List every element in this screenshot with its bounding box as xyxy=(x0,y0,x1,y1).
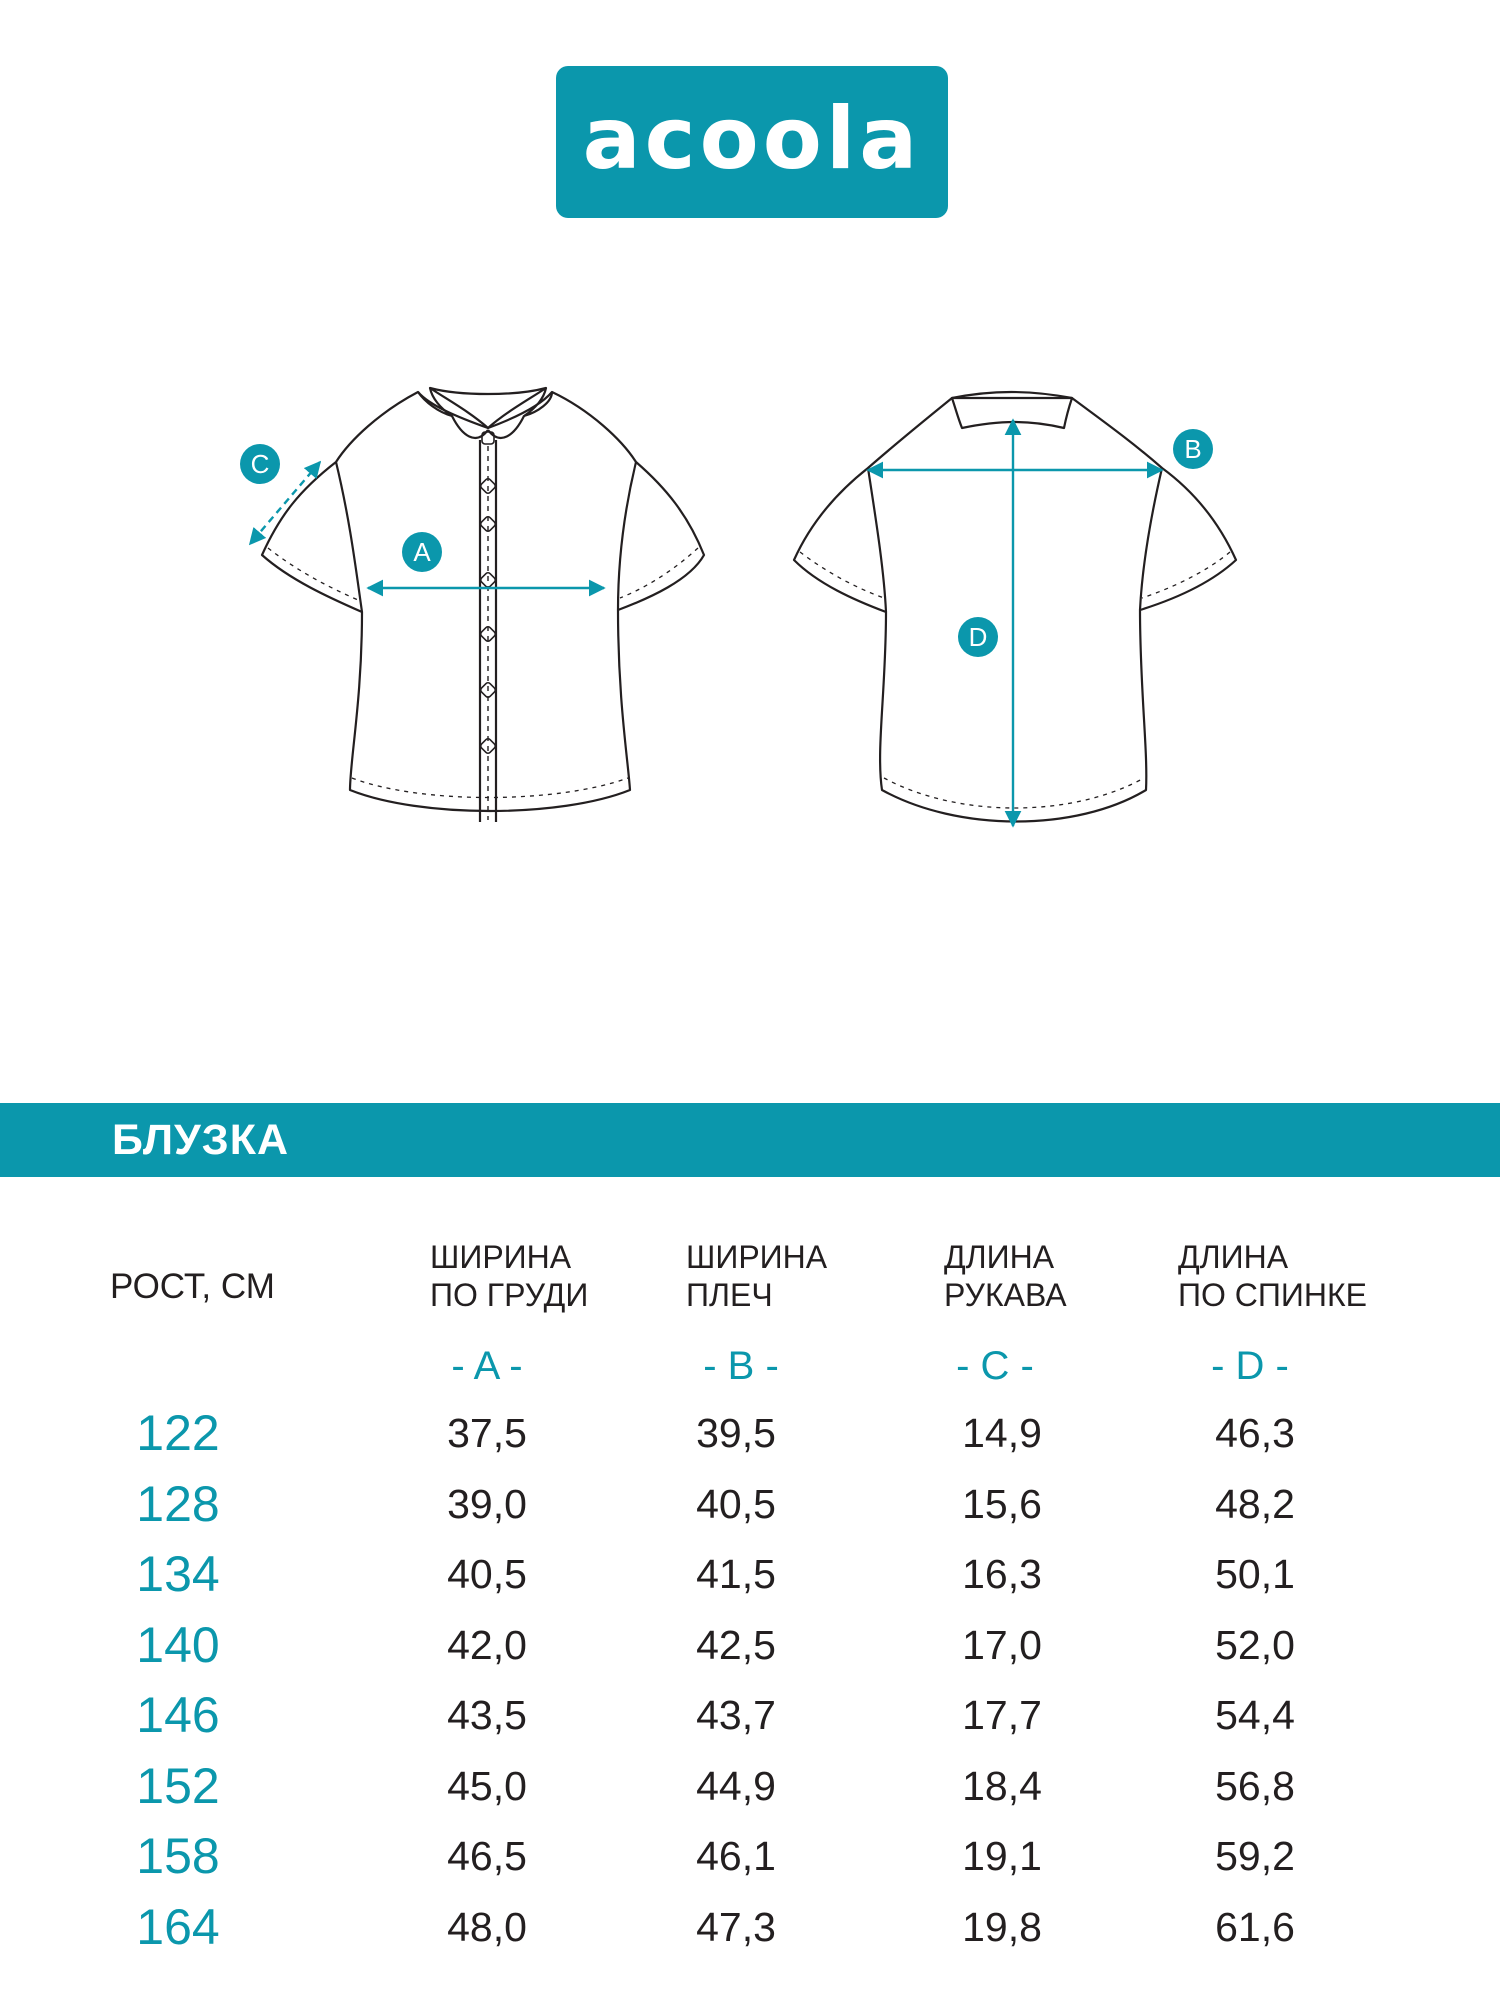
garment-diagram xyxy=(0,0,1500,900)
measurement-value: 15,6 xyxy=(962,1480,1042,1527)
measurement-value: 41,5 xyxy=(696,1551,776,1597)
column-header-line1: ШИРИНА xyxy=(430,1239,572,1275)
label-badge-c xyxy=(240,444,280,484)
column-header-line2: ПО СПИНКЕ xyxy=(1178,1277,1367,1313)
measurement-value: 40,5 xyxy=(696,1480,776,1527)
measurement-value: 59,2 xyxy=(1215,1833,1295,1879)
measurement-value: 17,0 xyxy=(962,1621,1042,1668)
measurement-value: 43,5 xyxy=(447,1692,527,1738)
column-header-line2: ПО ГРУДИ xyxy=(430,1277,589,1313)
brand-logo-text: acoola xyxy=(582,89,922,189)
column-header-line1: ДЛИНА xyxy=(944,1239,1055,1275)
size-value: 152 xyxy=(136,1757,220,1814)
measurement-value: 46,3 xyxy=(1215,1410,1295,1456)
shirt-front-view xyxy=(262,388,704,822)
measurement-value: 18,4 xyxy=(962,1762,1042,1809)
measurement-value: 46,5 xyxy=(447,1833,527,1879)
measurement-value: 39,5 xyxy=(696,1410,776,1456)
measurement-value: 50,1 xyxy=(1215,1551,1295,1597)
label-b-text: B xyxy=(1184,434,1202,464)
measurement-value: 14,9 xyxy=(962,1410,1042,1456)
measurement-value: 48,0 xyxy=(447,1903,527,1950)
size-value: 128 xyxy=(136,1475,220,1532)
measurement-value: 46,1 xyxy=(696,1833,776,1879)
measurement-value: 56,8 xyxy=(1215,1762,1295,1809)
measurement-value: 48,2 xyxy=(1215,1480,1295,1527)
column-header-line2: РУКАВА xyxy=(944,1277,1067,1313)
shirt-back-view xyxy=(794,392,1236,822)
label-a-text: A xyxy=(413,537,431,567)
column-header-line1: ДЛИНА xyxy=(1178,1239,1289,1275)
column-letter-a: - A - xyxy=(451,1344,523,1388)
column-header-line1: ШИРИНА xyxy=(686,1239,828,1275)
measurement-value: 39,0 xyxy=(447,1480,527,1527)
column-letter-c: - C - xyxy=(956,1344,1034,1388)
measurement-value: 61,6 xyxy=(1215,1903,1295,1950)
column-letter-b: - B - xyxy=(703,1344,779,1388)
measurement-value: 42,5 xyxy=(696,1621,776,1668)
column-header-sleeve-length xyxy=(944,1238,1067,1314)
column-header-chest-width xyxy=(430,1238,588,1314)
label-badge-a xyxy=(402,532,442,572)
column-header-back-length xyxy=(1178,1238,1367,1314)
measurement-value: 19,8 xyxy=(962,1903,1042,1950)
column-header-shoulder-width xyxy=(686,1238,827,1314)
column-letter-d: - D - xyxy=(1211,1344,1289,1388)
height-column-header: РОСТ, СМ xyxy=(110,1267,275,1306)
column-header-line2: ПЛЕЧ xyxy=(686,1277,773,1313)
measurement-value: 16,3 xyxy=(962,1551,1042,1597)
product-title: БЛУЗКА xyxy=(112,1116,289,1164)
measurement-value: 43,7 xyxy=(696,1692,776,1738)
size-value: 158 xyxy=(136,1828,220,1884)
measurement-value: 47,3 xyxy=(696,1903,776,1950)
size-value: 146 xyxy=(136,1687,220,1743)
measurement-value: 44,9 xyxy=(696,1762,776,1809)
label-badge-d xyxy=(958,617,998,657)
label-badge-b xyxy=(1173,429,1213,469)
measurement-value: 19,1 xyxy=(962,1833,1042,1879)
size-value: 164 xyxy=(136,1898,220,1955)
measurement-value: 45,0 xyxy=(447,1762,527,1809)
measurement-value: 40,5 xyxy=(447,1551,527,1597)
measurement-value: 17,7 xyxy=(962,1692,1042,1738)
label-c-text: C xyxy=(250,449,270,479)
size-value: 140 xyxy=(136,1616,220,1673)
measurement-value: 54,4 xyxy=(1215,1692,1295,1738)
size-value: 122 xyxy=(136,1405,220,1461)
measurement-value: 52,0 xyxy=(1215,1621,1295,1668)
label-d-text: D xyxy=(968,622,988,652)
measurement-value: 37,5 xyxy=(447,1410,527,1456)
size-value: 134 xyxy=(136,1546,220,1602)
measurement-value: 42,0 xyxy=(447,1621,527,1668)
